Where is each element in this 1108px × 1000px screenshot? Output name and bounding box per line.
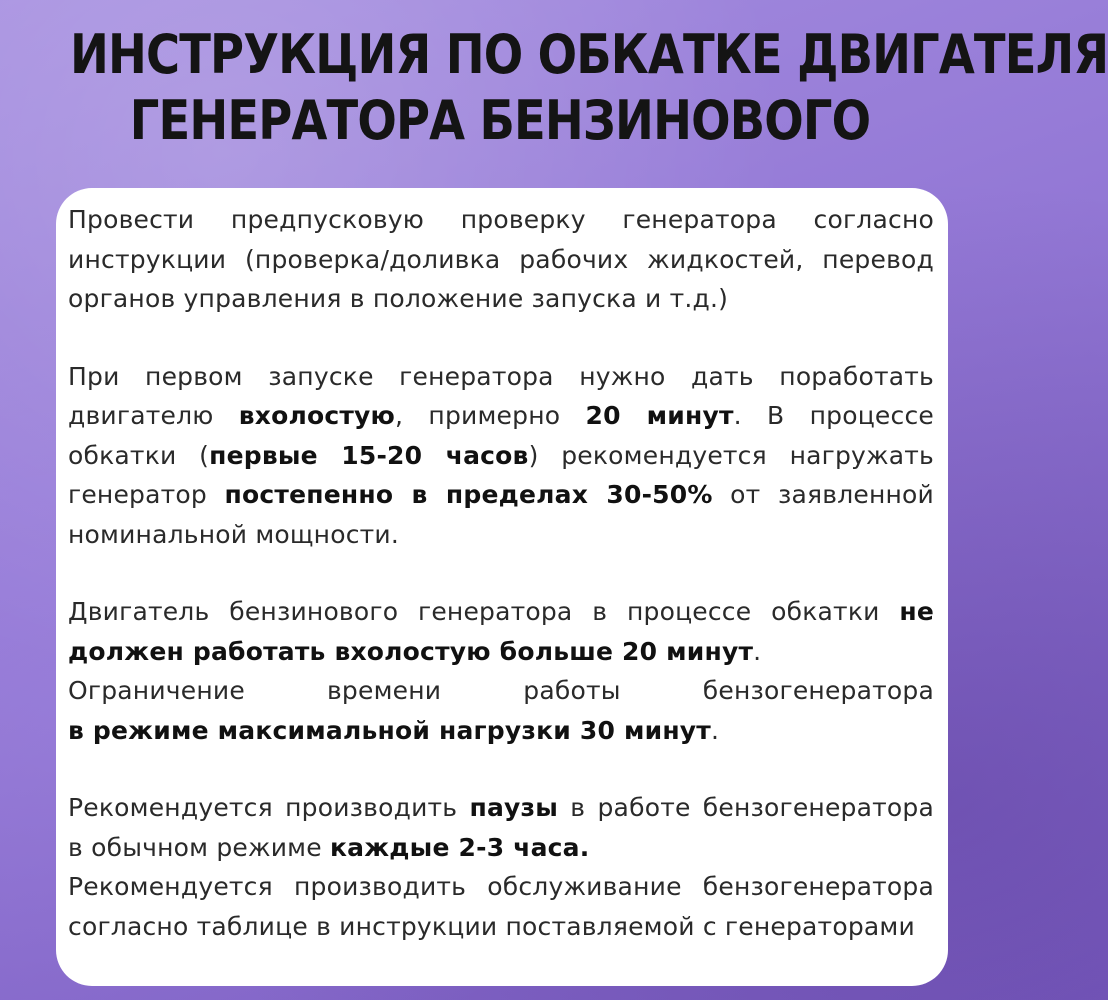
text-segment: , примерно (395, 401, 586, 430)
paragraph-text: Провести предпусковую проверку генератора согласно инструкции (проверка/доливка рабочих жидкостей, перевод органов управления в положение запуска и т.д.) (68, 205, 934, 313)
text-segment: ) рекомендуется нагружать генератор (68, 440, 934, 509)
bold-idle-limit: не должен работать вхолостую больше 20 минут (68, 597, 934, 666)
text-segment: Рекомендуется производить (68, 793, 470, 822)
paragraph-pauses (68, 788, 934, 946)
page-title (70, 22, 1108, 154)
bold-idle: вхолостую (238, 401, 396, 430)
bold-pauses: паузы (469, 793, 559, 822)
paragraph-gap (68, 319, 934, 357)
text-line-time-limit: Ограничение времени работы бензогенератора (68, 676, 934, 705)
bold-first-hours: первые 15-20 часов (209, 440, 529, 470)
title-line-1: ИНСТРУКЦИЯ ПО ОБКАТКЕ ДВИГАТЕЛЯ (70, 23, 1108, 86)
bold-max-load-limit: в режиме максимальной нагрузки 30 минут (68, 715, 711, 745)
paragraph-gap (68, 554, 934, 592)
text-segment: от заявленной номинальной мощности. (68, 480, 934, 549)
text-segment: . (753, 636, 762, 666)
bold-every-hours: каждые 2-3 часа. (329, 832, 590, 862)
text-segment: Двигатель бензинового генератора в процессе обкатки (68, 597, 900, 626)
paragraph-idle-limit (68, 592, 934, 750)
paragraph-first-start (68, 357, 934, 555)
bold-20-minutes: 20 минут (585, 401, 734, 430)
instruction-card (56, 188, 948, 986)
paragraph-pre-start-check (68, 200, 934, 319)
title-line-2: ГЕНЕРАТОРА БЕНЗИНОВОГО (129, 89, 871, 152)
text-line-maintenance: Рекомендуется производить обслуживание бензогенератора согласно таблице в инструкции поставляемой с генераторами (68, 872, 934, 941)
text-segment: в работе бензогенератора в обычном режиме (68, 793, 934, 862)
text-segment: При первом запуске генератора нужно дать поработать двигателю (68, 361, 934, 430)
text-segment: . В процессе обкатки ( (68, 401, 934, 470)
bold-load-range: постепенно в пределах 30-50% (224, 480, 713, 509)
text-segment: . (710, 715, 720, 745)
paragraph-gap (68, 750, 934, 788)
